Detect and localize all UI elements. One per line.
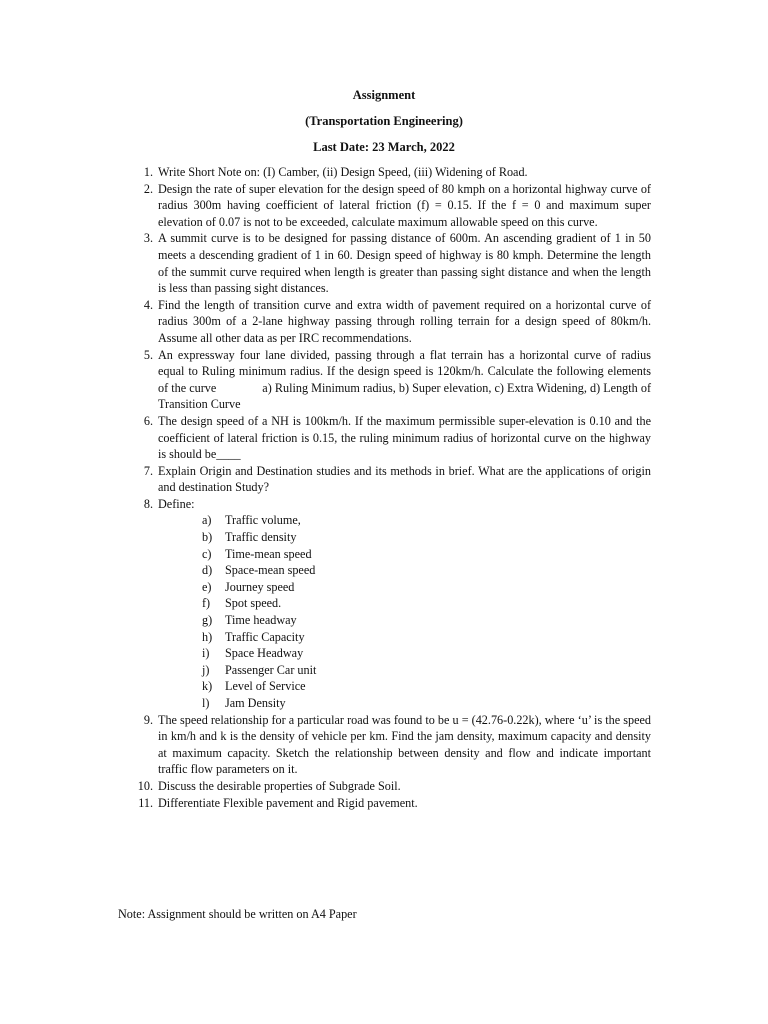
question-2: [135, 181, 651, 231]
definition-term: Journey speed: [225, 579, 295, 594]
question-number: 7.: [143, 463, 153, 478]
question-number: 10.: [137, 778, 153, 793]
definition-item: [158, 546, 651, 563]
question-number: 6.: [143, 413, 153, 428]
question-3: [135, 230, 651, 296]
submission-note: Note: Assignment should be written on A4 Paper: [118, 907, 357, 921]
definition-term: Time headway: [225, 613, 297, 628]
definition-letter: f): [202, 596, 211, 611]
question-text: The design speed of a NH is 100km/h. If the maximum permissible super-elevation is 0.10 and the coefficient of lateral friction is 0.15, the ruling minimum radius of horizontal curve on the highway is should be____: [158, 413, 651, 462]
definition-term: Traffic density: [225, 530, 297, 545]
definition-term: Spot speed.: [225, 596, 282, 611]
definition-term: Level of Service: [225, 679, 306, 694]
definition-letter: h): [202, 629, 213, 644]
question-number: 3.: [143, 231, 153, 246]
definition-item: [158, 512, 651, 529]
question-1: [135, 164, 651, 181]
question-9: [135, 712, 651, 778]
question-text: Write Short Note on: (I) Camber, (ii) Design Speed, (iii) Widening of Road.: [158, 165, 528, 179]
question-number: 5.: [143, 347, 153, 362]
question-5: [135, 347, 651, 413]
question-text: The speed relationship for a particular road was found to be u = (42.76-0.22k), where ‘u’ is the speed in km/h and k is the density of vehicle per km. Find the jam density, maximum capacity and density at maximum capacity. Sketch the relationship between density and flow and indicate important traffic flow parameters on it.: [158, 712, 651, 777]
question-7: [135, 463, 651, 496]
definition-term: Space Headway: [225, 646, 304, 661]
definition-letter: j): [202, 662, 210, 677]
definition-letter: c): [202, 546, 212, 561]
question-number: 4.: [143, 297, 153, 312]
definition-item: [158, 612, 651, 629]
question-list: [135, 164, 651, 811]
definition-item: [158, 645, 651, 662]
document-title: Assignment: [352, 88, 416, 102]
question-10: [135, 778, 651, 795]
definition-item: [158, 678, 651, 695]
definition-term: Traffic volume,: [225, 513, 301, 528]
definition-term: Traffic Capacity: [225, 629, 305, 644]
definition-item: [158, 579, 651, 596]
document-subject: (Transportation Engineering): [305, 114, 463, 128]
definition-item: [158, 595, 651, 612]
definition-letter: b): [202, 530, 213, 545]
definition-letter: k): [202, 679, 213, 694]
definition-list: [158, 512, 651, 711]
question-text: Design the rate of super elevation for the design speed of 80 kmph on a horizontal highway curve of radius 300m having coefficient of lateral friction (f) = 0.15. If the f = 0 and maximum super elevation of 0.07 is not to be exceeded, calculate maximum allowable speed on this curve.: [158, 181, 651, 229]
question-number: 1.: [143, 165, 153, 179]
definition-letter: d): [202, 563, 213, 578]
question-text: Explain Origin and Destination studies and its methods in brief. What are the applications of origin and destination Study?: [158, 463, 651, 495]
question-number: 2.: [143, 181, 153, 196]
definition-item: [158, 629, 651, 646]
question-text: A summit curve is to be designed for passing distance of 600m. An ascending gradient of 1 in 50 meets a descending gradient of 1 in 60. Design speed of highway is 80 kmph. Determine the length of the summit curve required when length is greater than passing sight distance and when the length is less than passing sight distances.: [158, 231, 651, 296]
question-text: Find the length of transition curve and extra width of pavement required on a horizontal curve of radius 300m of a 2-lane highway passing through rolling terrain for a design speed of 80km/h. Assume all other data as per IRC recommendations.: [158, 297, 651, 345]
definition-letter: g): [202, 613, 213, 628]
definition-term: Time-mean speed: [225, 546, 312, 561]
definition-item: [158, 662, 651, 679]
question-text: Define:: [158, 496, 195, 511]
definition-term: Jam Density: [225, 696, 286, 710]
question-text: Differentiate Flexible pavement and Rigid pavement.: [158, 795, 418, 810]
question-6: [135, 413, 651, 463]
question-number: 11.: [138, 795, 153, 810]
definition-term: Passenger Car unit: [225, 662, 317, 677]
definition-letter: i): [202, 646, 210, 661]
question-4: [135, 297, 651, 347]
question-5-parts: a) Ruling Minimum radius, b) Super elevation, c) Extra Widening, d) Length of Transition Curve: [158, 380, 652, 412]
definition-item: [158, 529, 651, 546]
question-text: [158, 347, 651, 413]
question-number: 8.: [143, 496, 153, 511]
question-5-stem: An expressway four lane divided, passing through a flat terrain has a horizontal curve of radius equal to Ruling minimum radius. If the design speed is 120km/h. Calculate the following elements of the curve: [158, 347, 651, 395]
last-date: Last Date: 23 March, 2022: [313, 140, 455, 154]
question-text: Discuss the desirable properties of Subgrade Soil.: [158, 778, 401, 793]
definition-letter: e): [202, 579, 212, 594]
definition-item: [158, 562, 651, 579]
definition-term: Space-mean speed: [225, 563, 316, 578]
definition-item: [158, 695, 651, 712]
question-8: [135, 496, 651, 712]
definition-letter: l): [202, 696, 210, 710]
question-number: 9.: [143, 712, 153, 727]
question-11: [135, 795, 651, 812]
definition-letter: a): [202, 513, 212, 528]
